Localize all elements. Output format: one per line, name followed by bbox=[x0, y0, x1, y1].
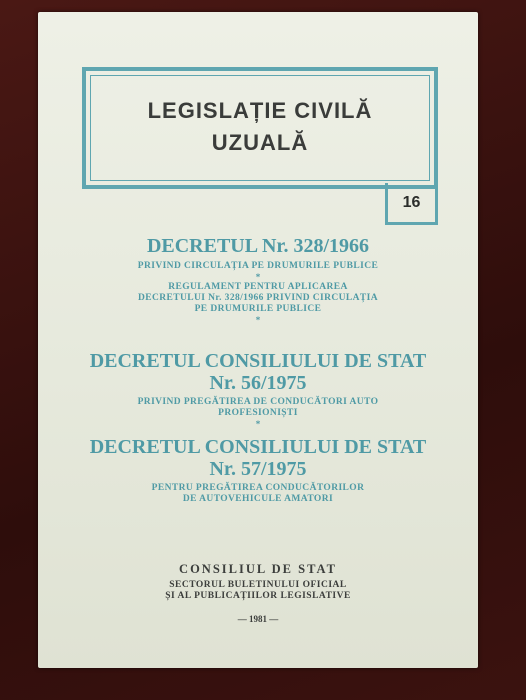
decree2-subtitle-line1: PRIVIND PREGĂTIREA DE CONDUCĂTORI AUTO bbox=[137, 397, 379, 407]
series-title bbox=[86, 95, 434, 159]
decree-block-2 bbox=[58, 350, 458, 429]
regulation-line2: DECRETULUI Nr. 328/1966 PRIVIND CIRCULAȚIA bbox=[138, 293, 378, 303]
series-title-line1: LEGISLAȚIE CIVILĂ bbox=[147, 98, 373, 123]
separator-star: * bbox=[255, 272, 261, 282]
separator-star: * bbox=[255, 419, 261, 429]
publisher-line1: SECTORUL BULETINULUI OFICIAL bbox=[169, 580, 347, 590]
decree2-title-line1: DECRETUL CONSILIULUI DE STAT bbox=[89, 350, 427, 372]
regulation-line3: PE DRUMURILE PUBLICE bbox=[194, 304, 322, 314]
series-title-frame bbox=[82, 67, 438, 189]
decree3-title-line2: Nr. 57/1975 bbox=[209, 458, 307, 480]
decree1-subtitle: PRIVIND CIRCULAȚIA PE DRUMURILE PUBLICE bbox=[137, 261, 379, 271]
series-title-line2: UZUALĂ bbox=[211, 130, 309, 155]
publisher-name: CONSILIUL DE STAT bbox=[179, 562, 337, 576]
book-cover bbox=[38, 12, 478, 668]
publisher-line2: ȘI AL PUBLICAȚIILOR LEGISLATIVE bbox=[165, 591, 351, 601]
decree2-title-line2: Nr. 56/1975 bbox=[209, 372, 307, 394]
volume-number: 16 bbox=[385, 183, 438, 225]
decree3-title-line1: DECRETUL CONSILIULUI DE STAT bbox=[89, 436, 427, 458]
decree-block-3 bbox=[58, 436, 458, 505]
decree2-subtitle-line2: PROFESIONIȘTI bbox=[218, 408, 298, 418]
publication-year: — 1981 — bbox=[237, 614, 279, 624]
decree1-title: DECRETUL Nr. 328/1966 bbox=[146, 235, 370, 257]
decree-block-1 bbox=[58, 235, 458, 325]
regulation-line1: REGULAMENT PENTRU APLICAREA bbox=[168, 282, 348, 292]
decree3-subtitle-line2: DE AUTOVEHICULE AMATORI bbox=[182, 494, 334, 504]
separator-star: * bbox=[255, 315, 261, 325]
decree3-subtitle-line1: PENTRU PREGĂTIREA CONDUCĂTORILOR bbox=[151, 483, 365, 493]
publisher-block bbox=[58, 560, 458, 625]
